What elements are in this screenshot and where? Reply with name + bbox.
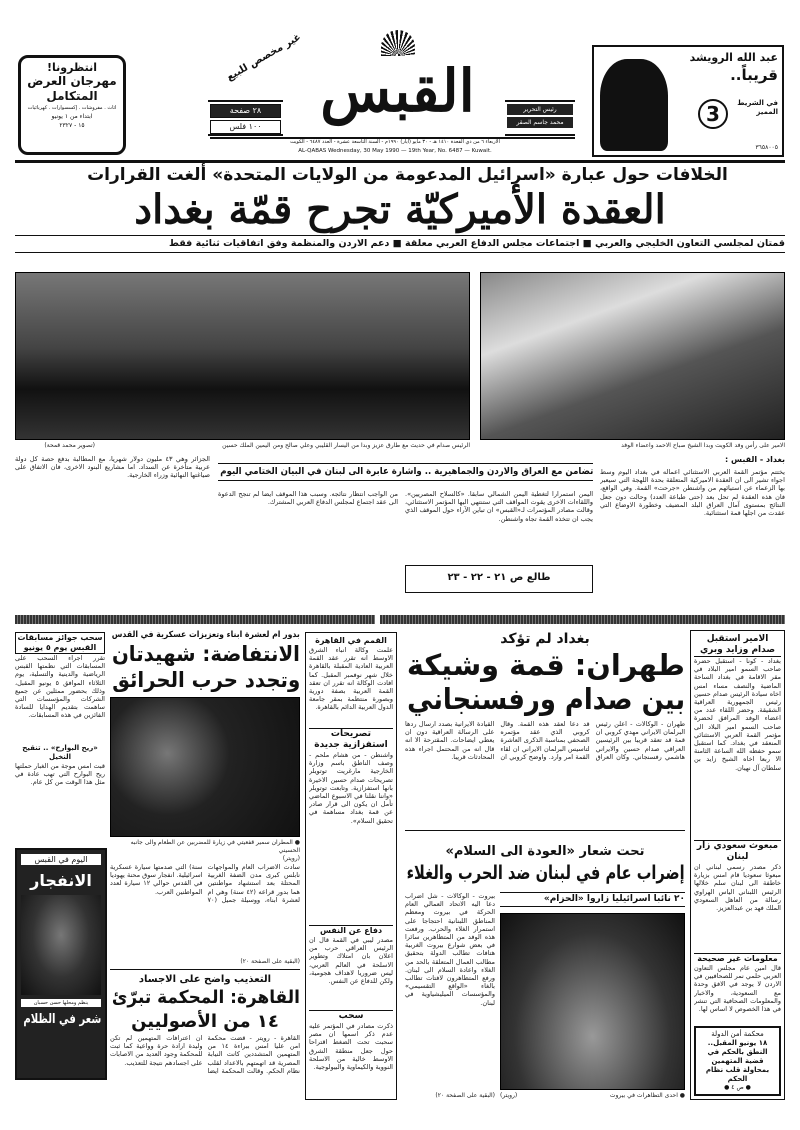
price: ١٠٠ فلس	[210, 120, 281, 134]
article-text: تقرر اجراء السحب على المسابقات التي نظمتها القبس الرياضية والدينية والتسلية، يوم الثلاثاء الموافق ٥ يونيو المقبل، وذلك بحضور ممثلين عن جميع الشركات والمؤسسات التي ساهمت بتقديم الهدايا للسادة الفائزين في هذه المسابقات.	[15, 654, 105, 720]
ad-label: اليوم في القبس	[21, 854, 101, 865]
article-text: ذكر مصدر رسمي لبناني ان مبعوثا سعوديا قام امس بزيارة خاطفة الى لبنان سلم خلالها الرئيس اللبناني الياس الهراوي رسالة من العاهل السعودي الملك فهد بن عبدالعزيز.	[694, 863, 781, 913]
ad-bottom-title: شعر في الظلام	[23, 1012, 101, 1027]
column-headline: معلومات غير صحيحة	[694, 953, 781, 964]
article-text: الجزائر وهي ٤٣ مليون دولار شهريا، مع المطالبة بدفع حصة كل دولة عربية متأخرة عن السداد. اما مشاريع البنود الاخرى، فان الاتفاق على صياغتها النهائية وزراء الخارجية.	[15, 455, 210, 480]
singer-silhouette	[600, 59, 668, 151]
ad-text: في الشريط المميز	[737, 99, 778, 116]
pages-count: ٢٨ صفحة	[210, 104, 281, 118]
date-english: AL-QABAS Wednesday, 30 May 1990 — 19th Year, No. 6487 — Kuwait.	[298, 148, 492, 154]
column-headline: سحب	[309, 1010, 393, 1022]
article-text: علمت وكالة انباء الشرق الاوسط انه تقرر عقد القمة العربية العادية المقبلة بالقاهرة خلال شهر نوفمبر المقبل. كما افادت الوكالة انه تقرر ان تعقد القمة العربية بصفة دورية وبصورة منتظمة بمقر جامعة الدول العربية الدائم بالقاهرة.	[309, 646, 393, 712]
article-text: طهران - الوكالات - اعلن رئيس البرلمان الايراني مهدي كروبي ان قمة قد تعقد قريبا بين الرئيسين العراقي صدام حسين والايراني هاشمي رفسنجاني. وكان العراق قد دعا لعقد هذه القمة. وقال كروبي الذي عقد مؤتمره الصحفي بمناسبة الذكرى العاشرة لتاسيس البرلمان الايراني ان لقاء القمة امر وارد. واوضح كروبي ان القيادة الايرانية بصدد ارسال ردها على الرسالة العراقية دون ان يعطي ايضاحات. المقترحة الا انه قال انه من المحتمل اجراء هذه المحادثات قريبا.	[405, 720, 685, 761]
continued-link[interactable]: (البقية على الصفحة ٢٠)	[435, 1092, 495, 1099]
cairo-column	[305, 632, 397, 1100]
ad-text: اثاث . مفروشات . إكسسوارات . كهربائيات	[27, 105, 117, 111]
not-for-sale-stamp: غير مخصص للبيع	[224, 31, 303, 84]
editor-label: رئيس التحرير	[507, 104, 573, 115]
photo-kuwait-delegation	[480, 272, 785, 440]
strike-overline: تحت شعار «العودة الى السلام»	[445, 844, 645, 859]
column-headline: دفاع عن النفس	[309, 925, 393, 936]
ad-phone: ٣٦٥٨٠٠٥	[755, 144, 778, 151]
strike-subhead: ٢٠ نائبا اسرائيليا زاروا «الحزام»	[500, 892, 685, 907]
torture-headline: القاهرة: المحكمة تبرّئ	[112, 987, 300, 1008]
tehran-overline: بغداد لم تؤكد	[500, 631, 590, 647]
lead-headline: العقدة الأميركيّة تجرح قمّة بغداد	[134, 186, 666, 233]
see-pages-box[interactable]: طالع ص ٢١ - ٢٢ - ٢٣	[405, 565, 593, 593]
article-text: بيروت - الوكالات - شل اضراب دعا اليه الاتحاد العمالي العام الحركة في بيروت ومعظم المناطق اللبنانية احتجاجا على استمرار الغلاء والحرب. ورفعت هذه الوفد من المتظاهرين سائرا في بعض شوارع بيروت الغربية هتافات تطالب الدولة بتحقيق مطالب العمال المتعلقة بالحد من الغلاء واعادة السلام الى لبنان. ورفع المتظاهرون لافتات تطالب بالغاء «الواقع التقسيمي» والمؤسسات الميليشياوية في لبنان.	[405, 892, 495, 1007]
ad-text: قريباً..	[730, 66, 778, 84]
ad-caption: ينظم ومحلها حسن حسبان	[21, 999, 101, 1007]
column-headline: القمم في القاهرة	[315, 636, 387, 645]
photo-caption: الرئيس صدام في حديث مع طارق عزيز وبدا من اليسار القليبي وعلي صالح ومن اليمين الملك حسين	[222, 442, 470, 449]
logo-text: القبس	[320, 57, 475, 125]
column-headline: تصريحات استفزازية جديدة	[309, 728, 393, 751]
photo-credit: (تصوير محمد قمحة)	[44, 442, 95, 449]
column-headline: «ريح البوارح» .. تنقيح النخيل	[22, 744, 98, 761]
photo-hunger-strike	[110, 697, 300, 837]
page-ref[interactable]: ● ص ٤ ●	[724, 1084, 751, 1091]
contest-column	[15, 632, 105, 795]
ad-text: عبد الله الرويشد	[689, 51, 778, 64]
photo-beirut-demonstration	[500, 913, 685, 1090]
ad-text: مهرجان العرض	[27, 74, 117, 88]
column-headline: مبعوث سعودي زار لبنان	[694, 840, 781, 863]
photo-credit: (رويتر)	[282, 855, 300, 862]
tehran-headline: بين صدام ورفسنجاني	[407, 682, 685, 716]
date-arabic: الاربعاء ٦ من ذي القعدة ١٤١٠ هـ - ٣٠ مايو (ايار) ١٩٩٠م - السنة التاسعة عشرة - العدد ٦٤٨٧ - الكويت	[290, 139, 500, 145]
torture-overline: التعذيب واضح على الاجساد	[138, 974, 272, 985]
ad-title: الانفجار	[30, 871, 92, 890]
article-text: من الواجب انتظار نتائجه. وسبب هذا الموقف ايضا لم تنجح الدعوة الى عقد اجتماع لمجلس الدفاع العربي المشترك.	[218, 490, 398, 507]
article-text: قبت امس موجة من الغبار حملتها ريح البوارح التي تهب عادة في مثل هذا الوقت من كل عام.	[15, 762, 105, 787]
intifada-column	[110, 630, 300, 1100]
photo-credit: (رويتر)	[500, 1092, 518, 1099]
tehran-strike-column	[405, 630, 685, 1100]
continued-link[interactable]: (البقية على الصفحة ٢٠)	[240, 958, 300, 965]
sun-emblem-icon	[381, 30, 415, 56]
photo-arab-summit-hall	[15, 272, 470, 440]
article-text: سادت الاضراب العام والمواجهات نابلس كبرى مدن الضفة الغربية المحتلة بعد استشهاد مواطنتين هما بدور قراعه (٤٢ سنة) وهي ام لعشرة ابناء، ووسيلة جميل (٧٠ سنة) التي صدمتها سيارة عسكرية اسرائيلية. انفجار سوق محنة يهوديا في القدس حوالي ١٢ سيارة لعدد المواطنين العرب.	[110, 863, 300, 904]
today-in-qabas-ad[interactable]	[15, 848, 107, 1080]
article-text: بغداد - كونا - استقبل حضرة صاحب السمو امير البلاد في مقر الاقامة في بغداد الساحة الماضية والنصف مساء امس اخاه سيادة الرئيس صدام حسين رئيس الجمهورية العراقية الشقيقة. وحضر اللقاء عدد من اعضاء الوفد المرافق لحضرة صاحب السمو امير البلاد الى مؤتمر القمة العربي الاستثنائي المنعقد في بغداد. كما استقبل سمو حفظه الله الساعة الثامنة الا ربعا اخاه الشيخ زايد بن سلطان آل نهيان.	[694, 657, 781, 772]
ad-phone: ١٥ - ٢٣٢٧	[59, 122, 85, 129]
logo	[300, 30, 495, 138]
column-headline: الامير استقبل صدام وزايد وبري	[694, 634, 781, 657]
ad-portrait	[21, 895, 101, 995]
intifada-headline: الانتفاضة: شهيدتان	[112, 642, 300, 666]
tehran-headline: طهران: قمة وشيكة	[407, 648, 685, 682]
ad-text: انتظرونا!	[46, 61, 98, 74]
ad-text: المتكامل	[46, 89, 98, 103]
intifada-headline: وتجدد حرب الحرائق	[112, 668, 300, 692]
editor-name: محمد جاسم الصقر	[507, 117, 573, 128]
strike-headline: إضراب عام في لبنان ضد الحرب والغلاء	[407, 862, 685, 884]
article-text: القاهرة - رويتر - قضت محكمة امن عليا امس ببراءة ١٤ من المتهمين المتشددين كانت النيابة المصرية قد اتهمتهم بالاعداد لقلب نظام الحكم. وقالت المحكمة ايضا ان اعترافات المتهمين لم تكن وليدة ارادة حرة وواعية كما ثبت للمحكمة وجود العديد من الاصابات على اجسادهم نتيجة للتعذيب.	[110, 1034, 300, 1075]
inner-headline: تضامن مع العراق والاردن والجماهيرية .. واشارة عابرة الى لبنان في البيان الختامي اليوم	[218, 463, 593, 481]
article-text: قال امين عام مجلس التعاون العربي حلمي نمر للصحافيين في الاردن لا يوجد في الافق وحدة مع السعودية، والاخبار والمعلومات الصحافية التي تنشر في هذا الخصوص لا اساس لها.	[694, 964, 781, 1014]
photo-caption: ● المطران سمير قفعيتي في زيارة للمضربين عن الطعام والى جانبه الحسيني	[130, 839, 300, 854]
article-text: اليمن استمرارا لتغطية اليمن الشمالي سابقا. «كالسلاح المصريين». واللقاءات الاخرى يقوت المواقف التي ستنتهي اليها المؤتمر الاستثنائي، وقالت مصادر المؤتمرات لـ«القبس» ان تباين الآراء حول الموقف الذي يجب ان تتخذه القمة تجاه واشنطن.	[405, 490, 593, 523]
lead-subhead: قمتان لمجلسي التعاون الخليجي والعربي ■ اجتماعات مجلس الدفاع العربي معلقة ■ دعم الاردن والمنظمة وفق اتفاقيات ثنائية فقط	[169, 238, 785, 249]
court-head: محكمة أمن الدولة	[711, 1030, 764, 1038]
price-box	[208, 100, 283, 136]
photo-caption: ● احدى التظاهرات في بيروت	[609, 1092, 685, 1099]
article-text: ذكرت مصادر في المؤتمر عليه عدم ذكر اسمها ان مصر سحبت تحت الضغط اقتراحا حول جعل منطقة الشرق الاوسط خالية من الاسلحة النووية والكيماوية والبيولوجية.	[309, 1022, 393, 1072]
photo-caption: الامير على رأس وفد الكويت وبدا الشيخ صباح الاحمد واعضاء الوفد	[621, 442, 785, 449]
ad-right	[592, 45, 784, 157]
emir-column	[690, 630, 785, 1100]
article-text: واشنطن - من هشام ملحم - وصف الناطق باسم وزارة الخارجية مارغريت توتويلر تصريحات صدام حسين الاخيرة بانها استفزازية. وتابعت توتويلر «واننا نقلنا في الاسبوع الماضي تأمل ان يكون الى قرار صادر عن قمة بغداد مساهمة في تحقيق السلام».	[309, 751, 393, 825]
ad-number: 3	[698, 99, 728, 129]
ad-text: ابتداء من ١ يونيو	[51, 113, 93, 120]
court-body: ١٨ يونيو المقبل.. النطق بالحكم في قضية المتهمين بمحاولة قلب نظام الحكم	[705, 1039, 770, 1083]
torture-headline: ١٤ من الأصوليين	[131, 1011, 279, 1032]
dateline: بغداد - القبس :	[725, 455, 785, 464]
column-headline: سحب جوائز مسابقات القبس يوم ٥ يونيو	[15, 632, 105, 654]
ad-left	[18, 55, 126, 155]
lead-overline: الخلافات حول عبارة «اسرائيل المدعومة من الولايات المتحدة» ألغت القرارات	[87, 165, 728, 185]
article-text: يختتم مؤتمر القمة العربي الاستثنائي اعماله في بغداد اليوم وسط اجواء تشير الى ان العقدة الاميركية المتعلقة بحدة اللهجة التي سيعبر بها الزعماء عن استيائهم من واشنطن «جرحت» القمة. وفي الواقع، فان هذه العقدة لم تحل بعد (حتى طباعة العدد) وحالت دون جعل النتائج بمستوى آمال العراق البلد المضيف وخطورة الاوضاع التي عقدت من اجلها قمة استثنائية.	[600, 468, 785, 518]
intifada-overline: بدور ام لعشرة ابناء وتعزيزات عسكرية في القدس	[112, 630, 300, 640]
article-text: مصدر ليبي في القمة قال ان الرئيس العراقي حرب من اعلان بان امتلاك وتطوير الاسلحة في العالم العربي، ليس ضروريا لاهداف هجومية، ولكن للدفاع عن النفس.	[309, 936, 393, 986]
editor-box	[505, 100, 575, 136]
